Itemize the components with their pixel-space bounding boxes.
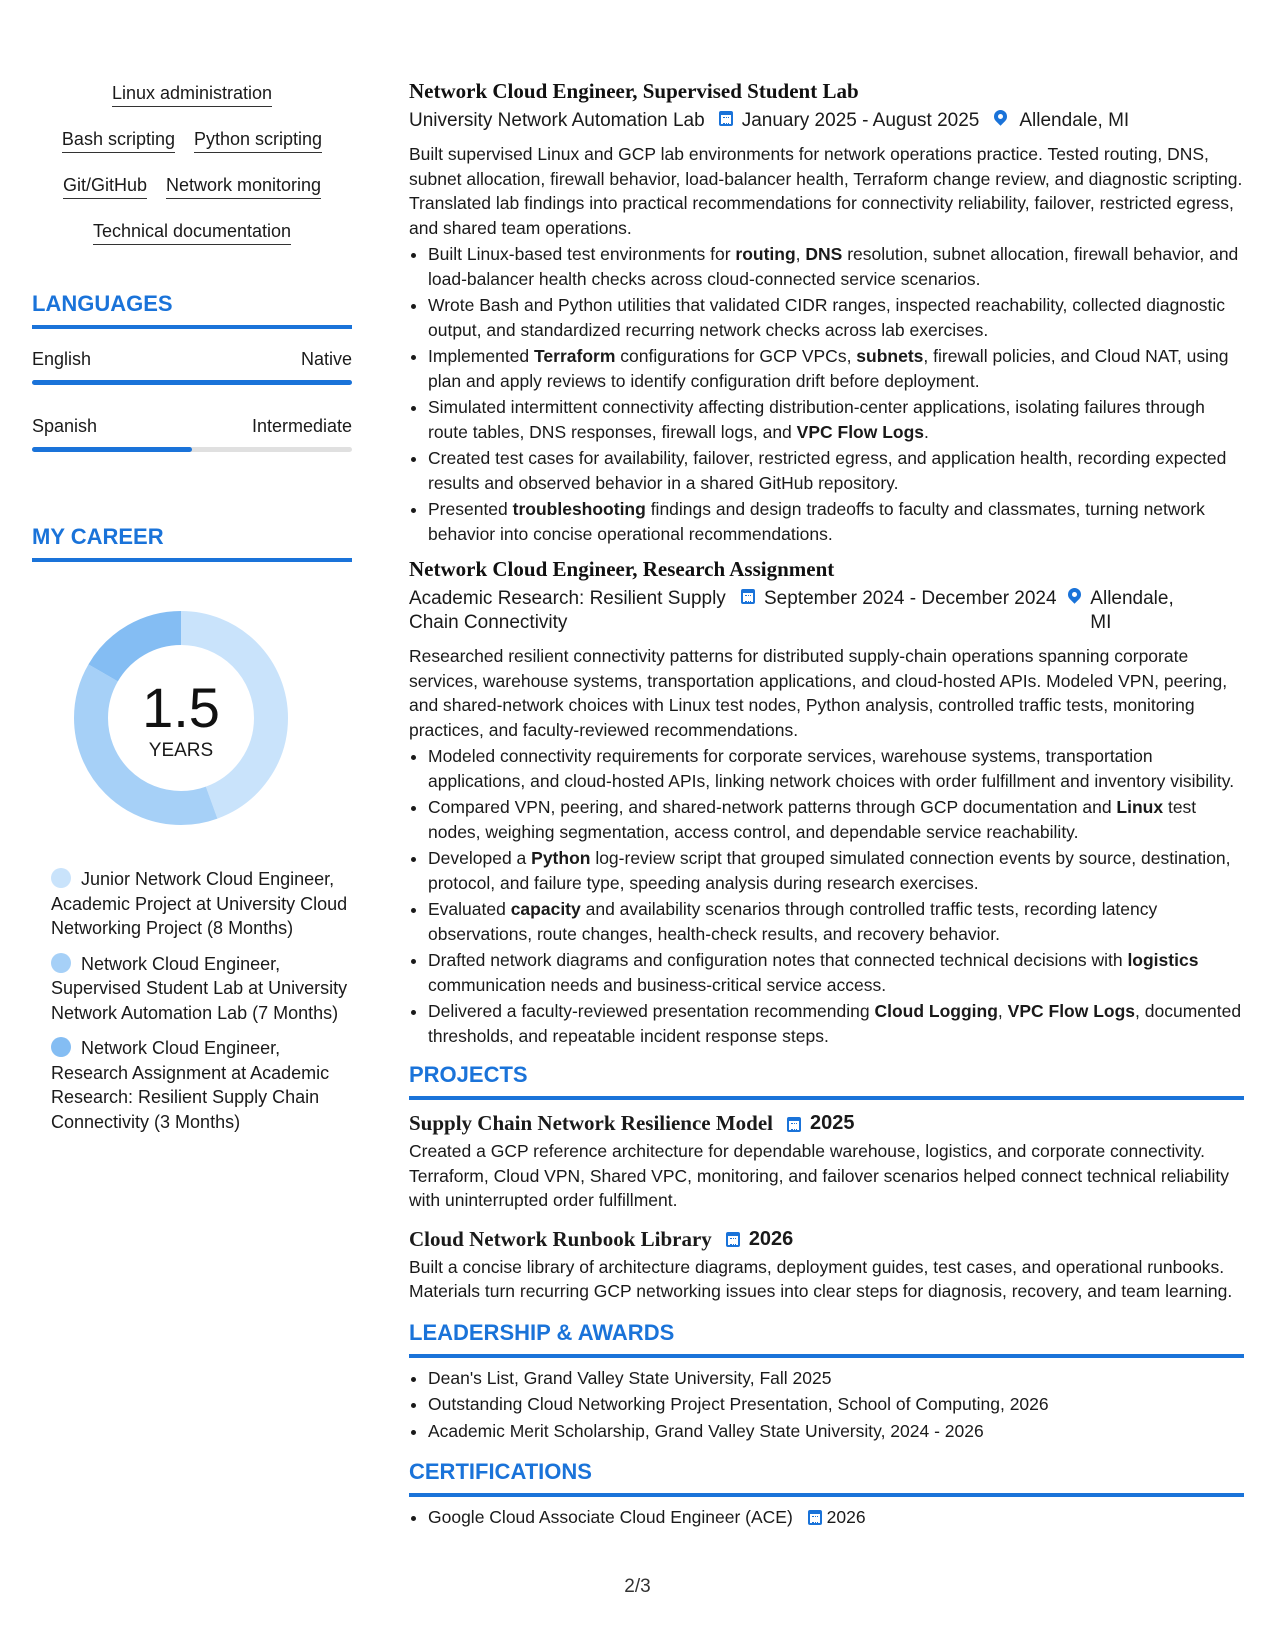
job-dates bbox=[741, 587, 1057, 611]
calendar-icon bbox=[726, 1232, 740, 1247]
legend-dot bbox=[51, 868, 71, 888]
skill-row bbox=[32, 174, 352, 199]
job-bullet: • Drafted network diagrams and configuration notes that connected technical decisions with logistics communication needs and business-critical service access. bbox=[428, 948, 1244, 997]
job-bullet: • Wrote Bash and Python utilities that validated CIDR ranges, inspected reachability, collected diagnostic output, and standardized recurring network checks across lab exercises. bbox=[428, 293, 1244, 342]
project-year: 2026 bbox=[748, 1227, 794, 1250]
job-location-text: Allendale, MI bbox=[1090, 588, 1174, 633]
proficiency-fill bbox=[32, 447, 192, 452]
skill-tag: Bash scripting bbox=[62, 128, 175, 153]
skill-tag: Linux administration bbox=[112, 82, 272, 107]
project-title: Supply Chain Network Resilience Model bbox=[409, 1111, 774, 1135]
certification-name: Google Cloud Associate Cloud Engineer (ACE) bbox=[428, 1507, 793, 1527]
project-year: 2025 bbox=[810, 1112, 855, 1134]
projects-section bbox=[409, 1062, 1244, 1304]
job-meta bbox=[409, 587, 1244, 635]
certifications-heading: CERTIFICATIONS bbox=[409, 1459, 592, 1484]
job-bullet: • Compared VPN, peering, and shared-network patterns through GCP documentation and Linux test nodes, weighing segmentation, access control, and dependable service reachability. bbox=[428, 795, 1244, 844]
right-column bbox=[409, 78, 1244, 1532]
job-entry bbox=[409, 78, 1244, 546]
calendar-icon bbox=[741, 589, 755, 604]
job-summary: Built supervised Linux and GCP lab environments for network operations practice. Tested routing, DNS, subnet allocation, firewall behavior, load-balancer health, Terraform change review, and diagnostic scripting. Translated lab findings into practical recommendations for connectivity reliability, failover, restricted egress, and shared team operations. bbox=[409, 144, 1243, 238]
career-heading: MY CAREER bbox=[32, 524, 164, 549]
language-name: English bbox=[32, 349, 92, 369]
job-bullets bbox=[409, 242, 1244, 546]
job-title: Network Cloud Engineer, Supervised Student Lab bbox=[409, 79, 859, 103]
proficiency-bar bbox=[32, 447, 352, 452]
map-pin-icon bbox=[993, 109, 1009, 131]
certifications-list bbox=[409, 1505, 1244, 1530]
calendar-icon bbox=[808, 1510, 822, 1525]
language-level: Native bbox=[300, 349, 352, 369]
career-legend-item bbox=[51, 952, 352, 1026]
job-bullet: • Built Linux-based test environments for routing, DNS resolution, subnet allocation, firewall behavior, and load-balancer health checks across cloud-connected service scenarios. bbox=[428, 242, 1244, 291]
job-location bbox=[993, 109, 1129, 133]
languages-section bbox=[32, 291, 352, 452]
job-bullets bbox=[409, 744, 1244, 1048]
project-description: Built a concise library of architecture diagrams, deployment guides, test cases, and operational runbooks. Materials turn recurring GCP networking issues into clear steps for diagnosis, recovery, and team learning. bbox=[409, 1256, 1233, 1301]
skill-tag: Technical documentation bbox=[93, 220, 291, 245]
career-section bbox=[32, 524, 352, 1134]
job-location bbox=[1067, 587, 1185, 635]
proficiency-bar bbox=[32, 380, 352, 385]
skill-tag: Python scripting bbox=[194, 128, 322, 153]
career-legend-text: Network Cloud Engineer, Supervised Student Lab at University Network Automation Lab (7 Months) bbox=[51, 953, 348, 1023]
job-summary: Researched resilient connectivity patterns for distributed supply-chain operations spanning corporate services, warehouse systems, transportation applications, and cloud-hosted APIs. Modeled VPN, peering, and shared-network choices with Linux test nodes, Python analysis, controlled traffic tests, monitoring practices, and faculty-reviewed recommendations. bbox=[409, 646, 1228, 740]
career-legend-item bbox=[51, 867, 352, 941]
calendar-icon bbox=[787, 1117, 801, 1132]
job-date-range: January 2025 - August 2025 bbox=[741, 110, 980, 131]
section-rule bbox=[409, 1354, 1244, 1358]
career-years-unit: YEARS bbox=[148, 740, 214, 761]
career-legend bbox=[32, 867, 352, 1134]
career-legend-item bbox=[51, 1036, 352, 1134]
job-title: Network Cloud Engineer, Research Assignment bbox=[409, 557, 835, 581]
job-bullet: • Developed a Python log-review script that grouped simulated connection events by source, destination, protocol, and failure type, speeding analysis during research exercises. bbox=[428, 846, 1244, 895]
skill-row bbox=[32, 128, 352, 153]
skill-tag: Git/GitHub bbox=[63, 174, 147, 199]
section-rule bbox=[32, 325, 352, 329]
job-bullet: • Simulated intermittent connectivity affecting distribution-center applications, isolating failures through route tables, DNS responses, firewall logs, and VPC Flow Logs. bbox=[428, 395, 1244, 444]
career-donut-chart bbox=[66, 603, 296, 833]
project-entry bbox=[409, 1226, 1244, 1304]
certifications-section bbox=[409, 1459, 1244, 1530]
job-bullet: • Modeled connectivity requirements for corporate services, warehouse systems, transportation applications, and cloud-hosted APIs, linking network choices with order fulfillment and inventory visibility. bbox=[428, 744, 1244, 793]
project-description: Created a GCP reference architecture for dependable warehouse, logistics, and corporate connectivity. Terraform, Cloud VPN, Shared VPC, monitoring, and failover scenarios helped connect technical reliability with uninterrupted order fulfillment. bbox=[409, 1141, 1229, 1210]
career-legend-text: Junior Network Cloud Engineer, Academic Project at University Cloud Networking Project (8 Months) bbox=[51, 869, 348, 938]
job-bullet: • Presented troubleshooting findings and design tradeoffs to faculty and classmates, turning network behavior into concise operational recommendations. bbox=[428, 497, 1244, 546]
job-location-text: Allendale, MI bbox=[1019, 110, 1130, 131]
skills-list bbox=[32, 82, 352, 245]
job-organization: Academic Research: Resilient Supply Chain Connectivity bbox=[409, 588, 726, 633]
awards-list bbox=[409, 1366, 1244, 1444]
section-rule bbox=[409, 1096, 1244, 1100]
skill-row bbox=[32, 82, 352, 107]
career-total-years: 1.5 bbox=[142, 676, 220, 739]
certification-item bbox=[428, 1505, 1244, 1530]
job-bullet: • Created test cases for availability, failover, restricted egress, and application health, recording expected results and observed behavior in a shared GitHub repository. bbox=[428, 446, 1244, 495]
language-level: Intermediate bbox=[251, 416, 352, 436]
skill-tag: Network monitoring bbox=[166, 174, 321, 199]
job-meta bbox=[409, 109, 1244, 133]
section-rule bbox=[32, 558, 352, 562]
language-item bbox=[32, 349, 352, 385]
projects-heading: PROJECTS bbox=[409, 1062, 528, 1087]
awards-section bbox=[409, 1320, 1244, 1444]
legend-dot bbox=[51, 1037, 71, 1057]
project-title: Cloud Network Runbook Library bbox=[409, 1226, 712, 1251]
job-organization: University Network Automation Lab bbox=[409, 110, 705, 131]
certification-year: 2026 bbox=[826, 1507, 866, 1527]
project-entry bbox=[409, 1110, 1244, 1213]
languages-heading: LANGUAGES bbox=[32, 291, 173, 316]
career-legend-text: Network Cloud Engineer, Research Assignment at Academic Research: Resilient Supply Chain Connectivity (3 Months) bbox=[51, 1038, 330, 1132]
job-bullet: • Evaluated capacity and availability scenarios through controlled traffic tests, recording latency observations, route changes, health-check results, and recovery behavior. bbox=[428, 897, 1244, 946]
left-column bbox=[32, 82, 352, 1145]
job-bullet: • Delivered a faculty-reviewed presentation recommending Cloud Logging, VPC Flow Logs, documented thresholds, and repeatable incident response steps. bbox=[428, 999, 1244, 1048]
legend-dot bbox=[51, 953, 71, 973]
page-number: 2/3 bbox=[624, 1576, 651, 1597]
section-rule bbox=[409, 1493, 1244, 1497]
job-entry bbox=[409, 556, 1244, 1048]
award-item: • Academic Merit Scholarship, Grand Valley State University, 2024 - 2026 bbox=[428, 1419, 1244, 1444]
award-item: • Dean's List, Grand Valley State University, Fall 2025 bbox=[428, 1366, 1244, 1391]
awards-heading: LEADERSHIP & AWARDS bbox=[409, 1319, 675, 1345]
proficiency-fill bbox=[32, 380, 352, 385]
skill-row bbox=[32, 220, 352, 245]
calendar-icon bbox=[719, 111, 733, 126]
language-name: Spanish bbox=[32, 416, 98, 436]
award-item: • Outstanding Cloud Networking Project Presentation, School of Computing, 2026 bbox=[428, 1392, 1244, 1417]
job-dates bbox=[719, 109, 980, 133]
map-pin-icon bbox=[1067, 587, 1081, 609]
job-date-range: September 2024 - December 2024 bbox=[764, 588, 1057, 609]
job-bullet: • Implemented Terraform configurations for GCP VPCs, subnets, firewall policies, and Cloud NAT, using plan and apply reviews to identify configuration drift before deployment. bbox=[428, 344, 1244, 393]
language-item bbox=[32, 416, 352, 452]
